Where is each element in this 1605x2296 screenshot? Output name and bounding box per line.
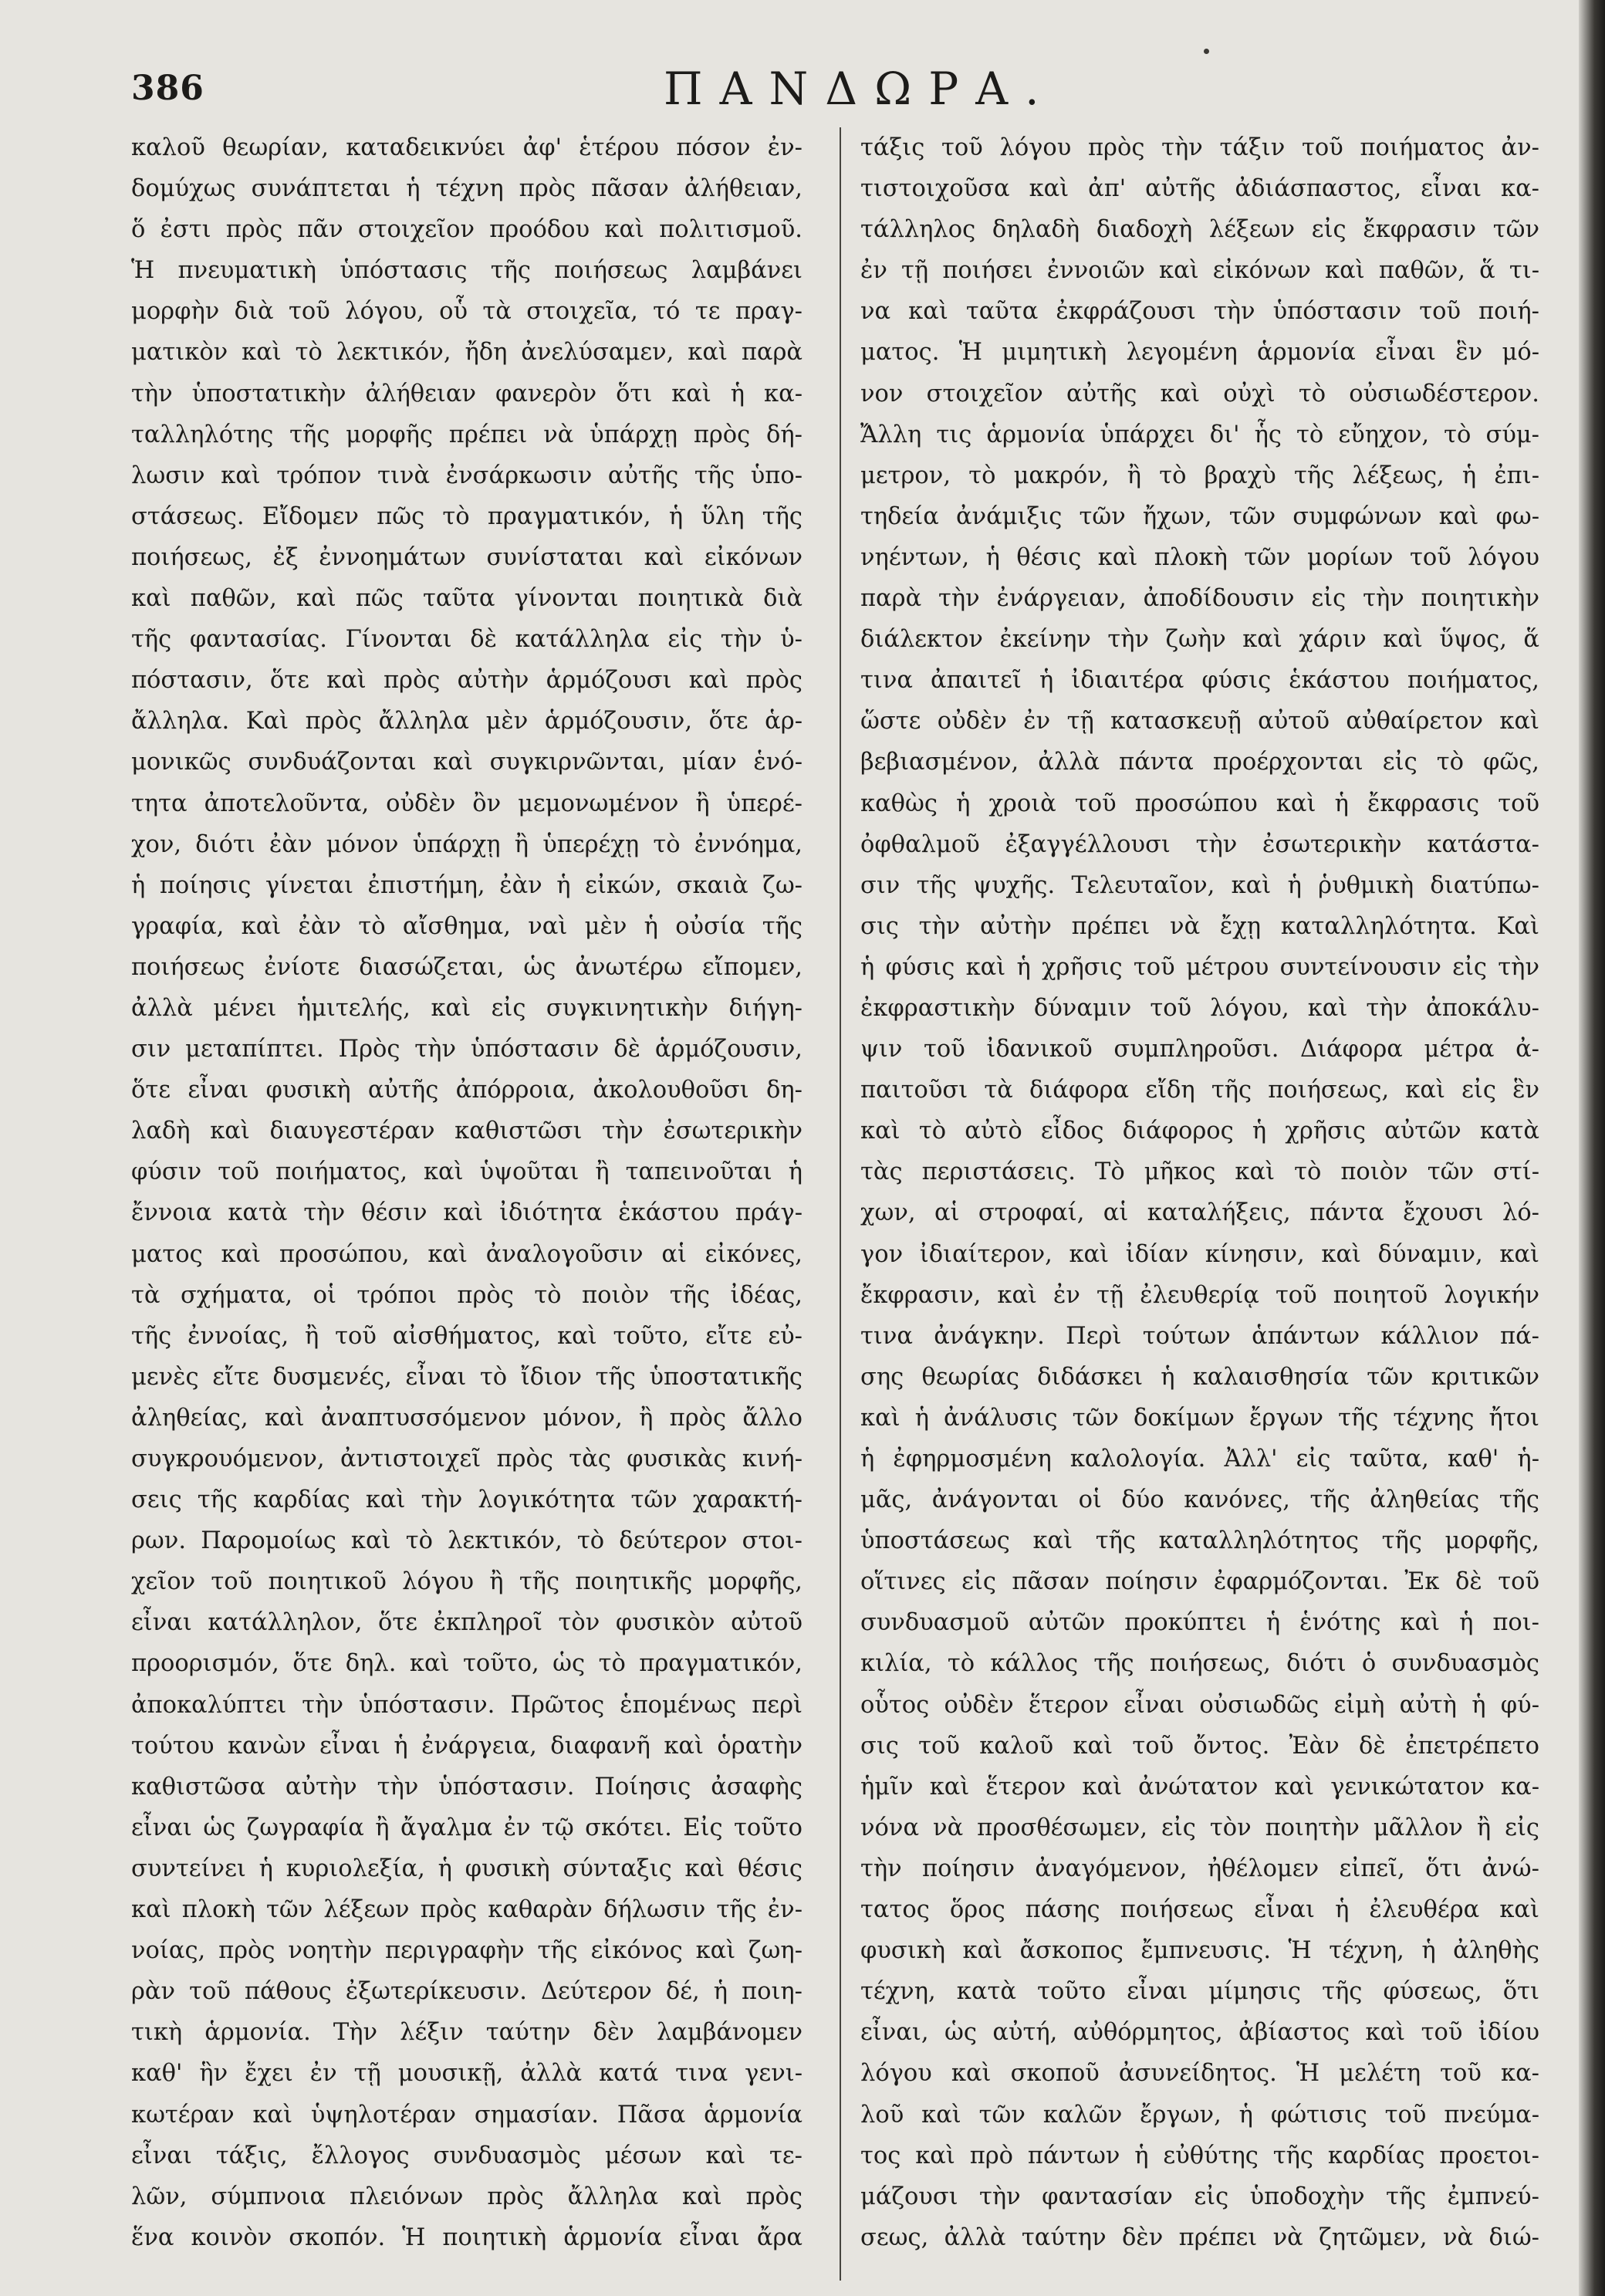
text-line: βεβιασμένον, ἀλλὰ πάντα προέρχονται εἰς τὸ φῶς, <box>860 749 1539 776</box>
text-line: ἀλλὰ μένει ἡμιτελής, καὶ εἰς συγκινητικὴν διήγη- <box>131 994 802 1022</box>
text-line: τάξις τοῦ λόγου πρὸς τὴν τάξιν τοῦ ποιήματος ἀν- <box>860 134 1539 161</box>
text-line: ποιήσεως, ἐξ ἐννοημάτων συνίσταται καὶ εἰκόνων <box>131 543 802 571</box>
text-line: μονικῶς συνδυάζονται καὶ συγκιρνῶνται, μίαν ἑνό- <box>131 749 802 776</box>
text-line: ματικὸν καὶ τὸ λεκτικόν, ἤδη ἀνελύσαμεν, καὶ παρὰ <box>131 339 802 367</box>
text-line: γραφία, καὶ ἐὰν τὸ αἴσθημα, ναὶ μὲν ἡ οὐσία τῆς <box>131 912 802 940</box>
running-title: ΠΑΝΔΩΡΑ. <box>664 63 1056 115</box>
text-line: μενὲς εἴτε δυσμενές, εἶναι τὸ ἴδιον τῆς ὑποστατικῆς <box>131 1363 802 1391</box>
text-line: οὗτος οὐδὲν ἕτερον εἶναι οὐσιωδῶς εἰμὴ αὐτὴ ἡ φύ- <box>860 1691 1539 1719</box>
text-line: νοίας, πρὸς νοητὴν περιγραφὴν τῆς εἰκόνος καὶ ζωη- <box>131 1937 802 1965</box>
text-line: τὰ σχήματα, οἱ τρόποι πρὸς τὸ ποιὸν τῆς ἰδέας, <box>131 1281 802 1309</box>
text-line: συντείνει ἡ κυριολεξία, ἡ φυσικὴ σύνταξις καὶ θέσις <box>131 1855 802 1882</box>
text-line: συνδυασμοῦ αὐτῶν προκύπτει ἡ ἑνότης καὶ ἡ ποι- <box>860 1609 1539 1637</box>
text-line: ρὰν τοῦ πάθους ἐξωτερίκευσιν. Δεύτερον δέ, ἡ ποιη- <box>131 1978 802 2006</box>
text-line: τιστοιχοῦσα καὶ ἀπ' αὐτῆς ἀδιάσπαστος, εἶναι κα- <box>860 175 1539 203</box>
column-divider <box>840 127 841 2281</box>
text-line: ἔκφρασιν, καὶ ἐν τῇ ἐλευθερίᾳ τοῦ ποιητοῦ λογικήν <box>860 1281 1539 1309</box>
text-line: καθὼς ἡ χροιὰ τοῦ προσώπου καὶ ἡ ἔκφρασις τοῦ <box>860 790 1539 817</box>
text-line: οἵτινες εἰς πᾶσαν ποίησιν ἐφαρμόζονται. Ἐκ δὲ τοῦ <box>860 1568 1539 1596</box>
text-line: χεῖον τοῦ ποιητικοῦ λόγου ἢ τῆς ποιητικῆς μορφῆς, <box>131 1568 802 1596</box>
text-line: λωσιν καὶ τρόπον τινὰ ἐνσάρκωσιν αὐτῆς τῆς ὑπο- <box>131 462 802 489</box>
text-line: σεις τῆς καρδίας καὶ τὴν λογικότητα τῶν χαρακτή- <box>131 1486 802 1514</box>
text-line: τὴν ποίησιν ἀναγόμενον, ἠθέλομεν εἰπεῖ, ὅτι ἀνώ- <box>860 1855 1539 1882</box>
text-line: τῆς ἐννοίας, ἢ τοῦ αἰσθήματος, καὶ τοῦτο, εἴτε εὐ- <box>131 1322 802 1350</box>
text-line: ὀφθαλμοῦ ἐξαγγέλλουσι τὴν ἐσωτερικὴν κατάστα- <box>860 830 1539 858</box>
text-line: μᾶς, ἀνάγονται οἱ δύο κανόνες, τῆς ἀληθείας τῆς <box>860 1486 1539 1514</box>
text-line: εἶναι, ὡς αὐτή, αὐθόρμητος, ἀβίαστος καὶ τοῦ ἰδίου <box>860 2019 1539 2047</box>
text-line: τητα ἀποτελοῦντα, οὐδὲν ὂν μεμονωμένον ἢ ὑπερέ- <box>131 790 802 817</box>
text-line: σεως, ἀλλὰ ταύτην δὲν πρέπει νὰ ζητῶμεν, νὰ διώ- <box>860 2223 1539 2251</box>
text-line: ἡ ποίησις γίνεται ἐπιστήμη, ἐὰν ἡ εἰκών, σκαιὰ ζω- <box>131 871 802 899</box>
text-line: χων, αἱ στροφαί, αἱ καταλήξεις, πάντα ἔχουσι λό- <box>860 1199 1539 1227</box>
text-line: ἡ φύσις καὶ ἡ χρῆσις τοῦ μέτρου συντείνουσιν εἰς τὴν <box>860 953 1539 981</box>
text-line: τικὴ ἁρμονία. Τὴν λέξιν ταύτην δὲν λαμβάνομεν <box>131 2019 802 2047</box>
text-line: ταλληλότης τῆς μορφῆς πρέπει νὰ ὑπάρχῃ πρὸς δή- <box>131 421 802 448</box>
text-line: λόγου καὶ σκοποῦ ἀσυνείδητος. Ἡ μελέτη τοῦ κα- <box>860 2060 1539 2088</box>
text-line: μορφὴν διὰ τοῦ λόγου, οὗ τὰ στοιχεῖα, τό τε πραγ- <box>131 298 802 326</box>
text-line: καὶ ἡ ἀνάλυσις τῶν δοκίμων ἔργων τῆς τέχνης ἤτοι <box>860 1404 1539 1432</box>
text-line: στάσεως. Εἴδομεν πῶς τὸ πραγματικόν, ἡ ὕλη τῆς <box>131 502 802 530</box>
text-line: λοῦ καὶ τῶν καλῶν ἔργων, ἡ φώτισις τοῦ πνεύμα- <box>860 2101 1539 2129</box>
text-line: ὑποστάσεως καὶ τῆς καταλληλότητος τῆς μορφῆς, <box>860 1527 1539 1555</box>
text-line: ἀληθείας, καὶ ἀναπτυσσόμενον μόνον, ἢ πρὸς ἄλλο <box>131 1404 802 1432</box>
text-line: παρὰ τὴν ἐνάργειαν, ἀποδίδουσιν εἰς τὴν ποιητικὴν <box>860 585 1539 613</box>
page-header <box>131 58 1543 120</box>
text-line: ἔννοια κατὰ τὴν θέσιν καὶ ἰδιότητα ἑκάστου πράγ- <box>131 1199 802 1227</box>
text-line: καὶ παθῶν, καὶ πῶς ταῦτα γίνονται ποιητικὰ διὰ <box>131 585 802 613</box>
text-line: εἶναι ὡς ζωγραφία ἢ ἄγαλμα ἐν τῷ σκότει. Εἰς τοῦτο <box>131 1814 802 1841</box>
page-number: 386 <box>131 69 204 108</box>
text-line: τινα ἀνάγκην. Περὶ τούτων ἁπάντων κάλλιον πά- <box>860 1322 1539 1350</box>
text-line: ἐκφραστικὴν δύναμιν τοῦ λόγου, καὶ τὴν ἀποκάλυ- <box>860 994 1539 1022</box>
text-line: καὶ τὸ αὐτὸ εἶδος διάφορος ἡ χρῆσις αὐτῶν κατὰ <box>860 1118 1539 1145</box>
text-line: Ἄλλη τις ἁρμονία ὑπάρχει δι' ἧς τὸ εὔηχον, τὸ σύμ- <box>860 421 1539 448</box>
text-line: να καὶ ταῦτα ἐκφράζουσι τὴν ὑπόστασιν τοῦ ποιή- <box>860 298 1539 326</box>
text-line: τηδεία ἀνάμιξις τῶν ἤχων, τῶν συμφώνων καὶ φω- <box>860 502 1539 530</box>
text-line: ἡ ἐφηρμοσμένη καλολογία. Ἀλλ' εἰς ταῦτα, καθ' ἡ- <box>860 1446 1539 1473</box>
text-line: χον, διότι ἐὰν μόνον ὑπάρχῃ ἢ ὑπερέχῃ τὸ ἐννόημα, <box>131 830 802 858</box>
text-line: κιλία, τὸ κάλλος τῆς ποιήσεως, διότι ὁ συνδυασμὸς <box>860 1650 1539 1678</box>
text-line: καὶ πλοκὴ τῶν λέξεων πρὸς καθαρὰν δήλωσιν τῆς ἐν- <box>131 1896 802 1924</box>
text-line: ἡμῖν καὶ ἕτερον καὶ ἀνώτατον καὶ γενικώτατον κα- <box>860 1773 1539 1801</box>
text-line: καθιστῶσα αὐτὴν τὴν ὑπόστασιν. Ποίησις ἀσαφὴς <box>131 1773 802 1801</box>
text-line: ὥστε οὐδὲν ἐν τῇ κατασκευῇ αὐτοῦ αὐθαίρετον καὶ <box>860 708 1539 735</box>
text-line: δομύχως συνάπτεται ἡ τέχνη πρὸς πᾶσαν ἀλήθειαν, <box>131 175 802 203</box>
text-line: ἀποκαλύπτει τὴν ὑπόστασιν. Πρῶτος ἑπομένως περὶ <box>131 1691 802 1719</box>
text-line: σιν τῆς ψυχῆς. Τελευταῖον, καὶ ἡ ῥυθμικὴ διατύπω- <box>860 871 1539 899</box>
text-line: εἶναι τάξις, ἔλλογος συνδυασμὸς μέσων καὶ τε- <box>131 2142 802 2169</box>
text-line: σις τὴν αὐτὴν πρέπει νὰ ἔχῃ καταλληλότητα. Καὶ <box>860 912 1539 940</box>
text-line: Ἡ πνευματικὴ ὑπόστασις τῆς ποιήσεως λαμβάνει <box>131 257 802 285</box>
text-line: κωτέραν καὶ ὑψηλοτέραν σημασίαν. Πᾶσα ἁρμονία <box>131 2101 802 2129</box>
text-line: τούτου κανὼν εἶναι ἡ ἐνάργεια, διαφανῆ καὶ ὁρατὴν <box>131 1732 802 1760</box>
text-line: τινα ἀπαιτεῖ ἡ ἰδιαιτέρα φύσις ἑκάστου ποιήματος, <box>860 667 1539 695</box>
text-line: σιν μεταπίπτει. Πρὸς τὴν ὑπόστασιν δὲ ἁρμόζουσιν, <box>131 1036 802 1063</box>
text-line: τατος ὅρος πάσης ποιήσεως εἶναι ἡ ἐλευθέρα καὶ <box>860 1896 1539 1924</box>
text-line: γον ἰδιαίτερον, καὶ ἰδίαν κίνησιν, καὶ δύναμιν, καὶ <box>860 1240 1539 1268</box>
text-line: ἄλληλα. Καὶ πρὸς ἄλληλα μὲν ἁρμόζουσιν, ὅτε ἁρ- <box>131 708 802 735</box>
text-line: νον στοιχεῖον αὐτῆς καὶ οὐχὶ τὸ οὐσιωδέστερον. <box>860 380 1539 407</box>
text-line: τὰς περιστάσεις. Τὸ μῆκος καὶ τὸ ποιὸν τῶν στί- <box>860 1158 1539 1186</box>
text-line: ματος. Ἡ μιμητικὴ λεγομένη ἁρμονία εἶναι ἓν μό- <box>860 339 1539 367</box>
text-line: ψιν τοῦ ἰδανικοῦ συμπληροῦσι. Διάφορα μέτρα ἀ- <box>860 1036 1539 1063</box>
right-column <box>860 127 1539 2281</box>
text-line: τῆς φαντασίας. Γίνονται δὲ κατάλληλα εἰς τὴν ὑ- <box>131 626 802 654</box>
text-line: νηέντων, ἡ θέσις καὶ πλοκὴ τῶν μορίων τοῦ λόγου <box>860 543 1539 571</box>
left-column <box>131 127 802 2281</box>
text-line: ποιήσεως ἐνίοτε διασώζεται, ὡς ἀνωτέρω εἴπομεν, <box>131 953 802 981</box>
text-line: τάλληλος δηλαδὴ διαδοχὴ λέξεων εἰς ἔκφρασιν τῶν <box>860 216 1539 244</box>
text-line: πόστασιν, ὅτε καὶ πρὸς αὐτὴν ἁρμόζουσι καὶ πρὸς <box>131 667 802 695</box>
text-line: μετρον, τὸ μακρόν, ἢ τὸ βραχὺ τῆς λέξεως, ἡ ἐπι- <box>860 462 1539 489</box>
text-line: νόνα νὰ προσθέσωμεν, εἰς τὸν ποιητὴν μᾶλλον ἢ εἰς <box>860 1814 1539 1841</box>
text-line: σης θεωρίας διδάσκει ἡ καλαισθησία τῶν κριτικῶν <box>860 1363 1539 1391</box>
book-gutter-shadow <box>1579 0 1605 2296</box>
ink-dot <box>1204 49 1209 54</box>
text-line: ὅ ἐστι πρὸς πᾶν στοιχεῖον προόδου καὶ πολιτισμοῦ. <box>131 216 802 244</box>
text-line: διάλεκτον ἐκείνην τὴν ζωὴν καὶ χάριν καὶ ὕψος, ἅ <box>860 626 1539 654</box>
text-line: ἐν τῇ ποιήσει ἐννοιῶν καὶ εἰκόνων καὶ παθῶν, ἅ τι- <box>860 257 1539 285</box>
text-line: μάζουσι τὴν φαντασίαν εἰς ὑποδοχὴν τῆς ἐμπνεύ- <box>860 2183 1539 2210</box>
text-line: παιτοῦσι τὰ διάφορα εἴδη τῆς ποιήσεως, καὶ εἰς ἓν <box>860 1077 1539 1104</box>
text-line: ὅτε εἶναι φυσικὴ αὐτῆς ἀπόρροια, ἀκολουθοῦσι δη- <box>131 1077 802 1104</box>
text-line: τος καὶ πρὸ πάντων ἡ εὐθύτης τῆς καρδίας προετοι- <box>860 2142 1539 2169</box>
text-line: καθ' ἣν ἔχει ἐν τῇ μουσικῇ, ἀλλὰ κατά τινα γενι- <box>131 2060 802 2088</box>
text-line: τέχνη, κατὰ τοῦτο εἶναι μίμησις τῆς φύσεως, ὅτι <box>860 1978 1539 2006</box>
text-line: εἶναι κατάλληλον, ὅτε ἐκπληροῖ τὸν φυσικὸν αὐτοῦ <box>131 1609 802 1637</box>
text-line: φυσικὴ καὶ ἄσκοπος ἔμπνευσις. Ἡ τέχνη, ἡ ἀληθὴς <box>860 1937 1539 1965</box>
text-line: ἕνα κοινὸν σκοπόν. Ἡ ποιητικὴ ἁρμονία εἶναι ἄρα <box>131 2223 802 2251</box>
text-line: ρων. Παρομοίως καὶ τὸ λεκτικόν, τὸ δεύτερον στοι- <box>131 1527 802 1555</box>
text-line: τὴν ὑποστατικὴν ἀλήθειαν φανερὸν ὅτι καὶ ἡ κα- <box>131 380 802 407</box>
text-line: συγκρουόμενον, ἀντιστοιχεῖ πρὸς τὰς φυσικὰς κινή- <box>131 1446 802 1473</box>
text-line: λαδὴ καὶ διαυγεστέραν καθιστῶσι τὴν ἐσωτερικὴν <box>131 1118 802 1145</box>
text-line: λῶν, σύμπνοια πλειόνων πρὸς ἄλληλα καὶ πρὸς <box>131 2183 802 2210</box>
text-line: προορισμόν, ὅτε δηλ. καὶ τοῦτο, ὡς τὸ πραγματικόν, <box>131 1650 802 1678</box>
text-line: ματος καὶ προσώπου, καὶ ἀναλογοῦσιν αἱ εἰκόνες, <box>131 1240 802 1268</box>
text-line: καλοῦ θεωρίαν, καταδεικνύει ἀφ' ἑτέρου πόσον ἐν- <box>131 134 802 161</box>
text-line: φύσιν τοῦ ποιήματος, καὶ ὑψοῦται ἢ ταπεινοῦται ἡ <box>131 1158 802 1186</box>
text-line: σις τοῦ καλοῦ καὶ τοῦ ὄντος. Ἐὰν δὲ ἐπετρέπετο <box>860 1732 1539 1760</box>
